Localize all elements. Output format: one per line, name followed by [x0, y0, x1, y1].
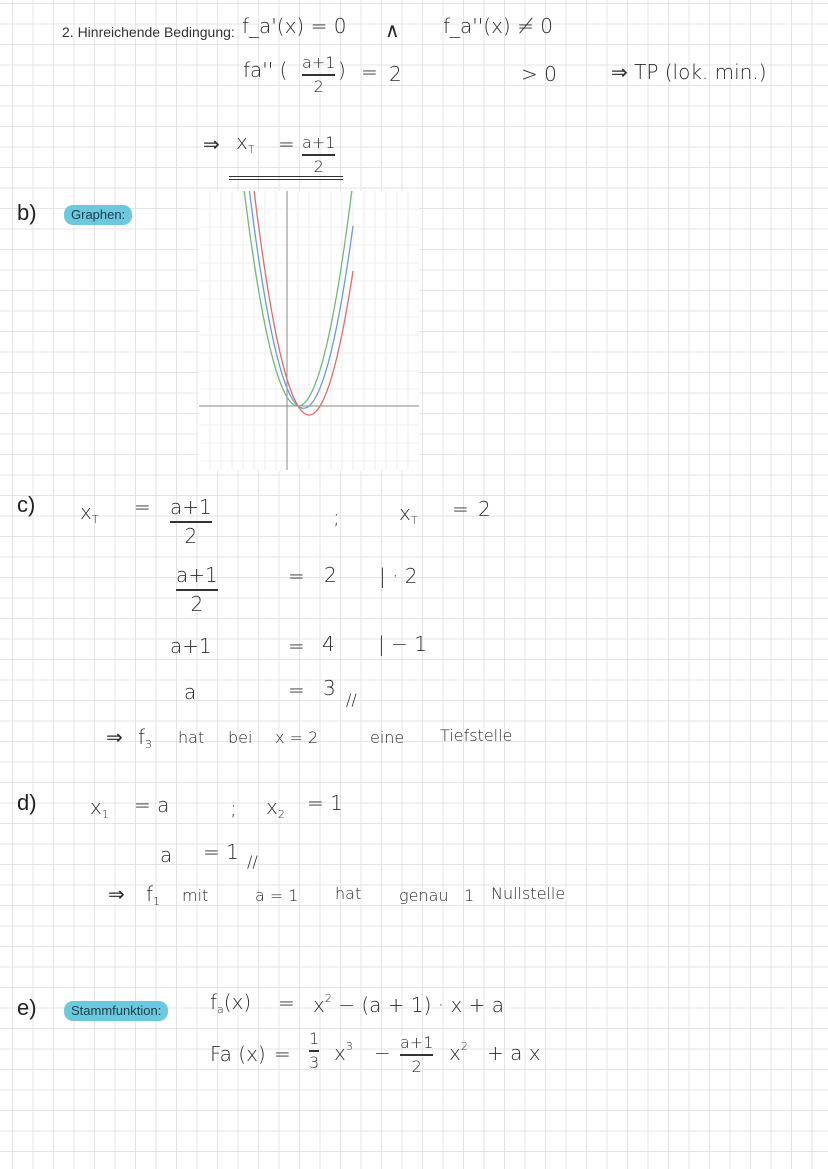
fraction-denominator: 2	[190, 591, 204, 616]
e-minus: −	[374, 1041, 391, 1065]
fraction-numerator: a+1	[400, 1033, 434, 1052]
fraction-denominator: 2	[313, 76, 324, 96]
x-symbol: x	[80, 500, 92, 524]
c-word-eine: eine	[370, 728, 405, 747]
second-derivative-label: fa'' (	[243, 58, 288, 82]
exponent: 2	[324, 992, 332, 1005]
x-symbol: x	[90, 795, 102, 819]
xt-fraction	[302, 134, 335, 176]
part-c-label: c)	[17, 492, 36, 517]
x-symbol: x	[313, 993, 325, 1017]
c-operation-1: | · 2	[379, 564, 418, 588]
equals-sign: =	[361, 60, 378, 84]
c-equals-4: =	[288, 634, 305, 658]
c-separator: ;	[333, 505, 340, 529]
c-x-equals-2: x = 2	[275, 728, 319, 747]
d-function-f1	[146, 882, 160, 908]
d-word-mit: mit	[182, 886, 209, 905]
d-word-hat: hat	[335, 884, 362, 903]
c-equals-2: =	[452, 497, 469, 521]
d-separator: ;	[230, 796, 237, 820]
conclusion-tp: ⇒ TP (lok. min.)	[611, 60, 767, 84]
c-word-tiefstelle: Tiefstelle	[440, 726, 513, 745]
greater-than-zero: > 0	[521, 62, 557, 86]
c-lhs-4: a	[184, 680, 197, 704]
fraction-numerator: a+1	[176, 563, 218, 587]
d-a-equals-1-cond: a = 1	[255, 886, 299, 905]
and-symbol: ∧	[385, 18, 400, 42]
graphs-badge: Graphen:	[64, 205, 132, 225]
e-antiderivative-lhs: Fa (x)	[210, 1042, 266, 1066]
fraction-denominator: 2	[411, 1056, 422, 1076]
c-equals-1: =	[134, 495, 151, 519]
d-x1-equals-a: = a	[134, 793, 170, 817]
d-word-genau: genau	[399, 886, 449, 905]
e-function-fa	[210, 990, 251, 1016]
d-a-equals-1: = 1	[203, 840, 239, 864]
e-x-squared	[449, 1040, 468, 1065]
fraction-numerator: 1	[309, 1029, 320, 1048]
x-symbol: x	[236, 130, 248, 154]
t-subscript: T	[91, 513, 99, 526]
condition-heading: 2. Hinreichende Bedingung:	[62, 24, 235, 40]
f-symbol: f	[138, 725, 146, 749]
second-derivative-lhs	[243, 58, 287, 82]
part-e-label: e)	[17, 995, 37, 1020]
implies-arrow: ⇒	[203, 132, 220, 156]
e-equals-1: =	[278, 991, 295, 1015]
d-number-one: 1	[464, 886, 475, 905]
c-operation-2: | − 1	[378, 632, 427, 656]
part-b-label: b)	[17, 200, 37, 225]
e-x-cubed	[334, 1040, 353, 1065]
c-result: 3	[323, 676, 336, 700]
x-symbol: x	[399, 501, 411, 525]
c-xt-value: 2	[478, 497, 491, 521]
part-d-label: d)	[17, 790, 37, 815]
t-subscript: T	[247, 143, 255, 156]
e-equals-2: =	[274, 1042, 291, 1066]
c-value-3: 4	[322, 632, 335, 656]
d-a: a	[160, 843, 173, 867]
exponent: 3	[345, 1040, 353, 1053]
d-word-nullstelle: Nullstelle	[491, 884, 566, 903]
exponent: 2	[460, 1040, 468, 1053]
first-derivative-condition: f_a'(x) = 0	[242, 14, 347, 38]
x2-subscript: 2	[277, 808, 285, 821]
c-fraction-1	[170, 496, 212, 548]
c-implies-arrow: ⇒	[106, 725, 123, 749]
d-result-mark: //	[247, 852, 258, 871]
x1-subscript: 1	[101, 808, 109, 821]
xt-variable	[236, 130, 255, 156]
c-xt-2	[399, 501, 418, 527]
c-result-mark: //	[346, 690, 357, 709]
fraction-denominator: 3	[309, 1052, 320, 1072]
c-function-f3	[138, 725, 152, 751]
d-x2	[266, 795, 285, 821]
t-subscript: T	[410, 514, 418, 527]
f-subscript: a	[217, 1003, 224, 1016]
closing-paren: )	[338, 58, 346, 82]
c-equals-5: =	[288, 678, 305, 702]
c-word-bei: bei	[228, 728, 253, 747]
c-value-2: 2	[324, 563, 337, 587]
e-coefficient-a	[400, 1034, 433, 1076]
e-linear-term: + a x	[487, 1041, 541, 1065]
x-symbol: x	[449, 1041, 461, 1065]
antiderivative-badge: Stammfunktion:	[64, 1001, 168, 1021]
fraction-numerator: a+1	[302, 133, 336, 152]
fraction-denominator: 2	[184, 523, 198, 548]
f-symbol: f	[210, 990, 218, 1014]
c-equals-3: =	[288, 564, 305, 588]
second-derivative-condition: f_a''(x) ≠ 0	[443, 14, 553, 38]
fraction-numerator: a+1	[170, 495, 212, 519]
e-function-rhs	[313, 992, 504, 1017]
c-xt	[80, 500, 99, 526]
e-coefficient-third	[309, 1030, 319, 1072]
xt-equals: =	[278, 132, 295, 156]
function-rest: − (a + 1) · x + a	[338, 993, 505, 1017]
f-argument: (x)	[223, 990, 252, 1014]
f-subscript: 3	[145, 738, 153, 751]
d-implies-arrow: ⇒	[108, 882, 125, 906]
second-derivative-value: 2	[389, 62, 402, 86]
second-derivative-argument	[302, 54, 335, 96]
graph-gridlines	[199, 191, 419, 470]
function-graph	[199, 191, 419, 470]
d-x1	[90, 795, 109, 821]
f-symbol: f	[146, 882, 154, 906]
c-fraction-2	[176, 564, 218, 616]
c-lhs-3: a+1	[170, 634, 212, 658]
fraction-denominator: 2	[313, 156, 324, 176]
x-symbol: x	[334, 1041, 346, 1065]
d-x2-equals-1: = 1	[307, 791, 343, 815]
fraction-numerator: a+1	[302, 53, 336, 72]
x-symbol: x	[266, 795, 278, 819]
double-underline	[229, 176, 343, 180]
f-subscript: 1	[153, 895, 161, 908]
c-word-hat: hat	[178, 728, 205, 747]
